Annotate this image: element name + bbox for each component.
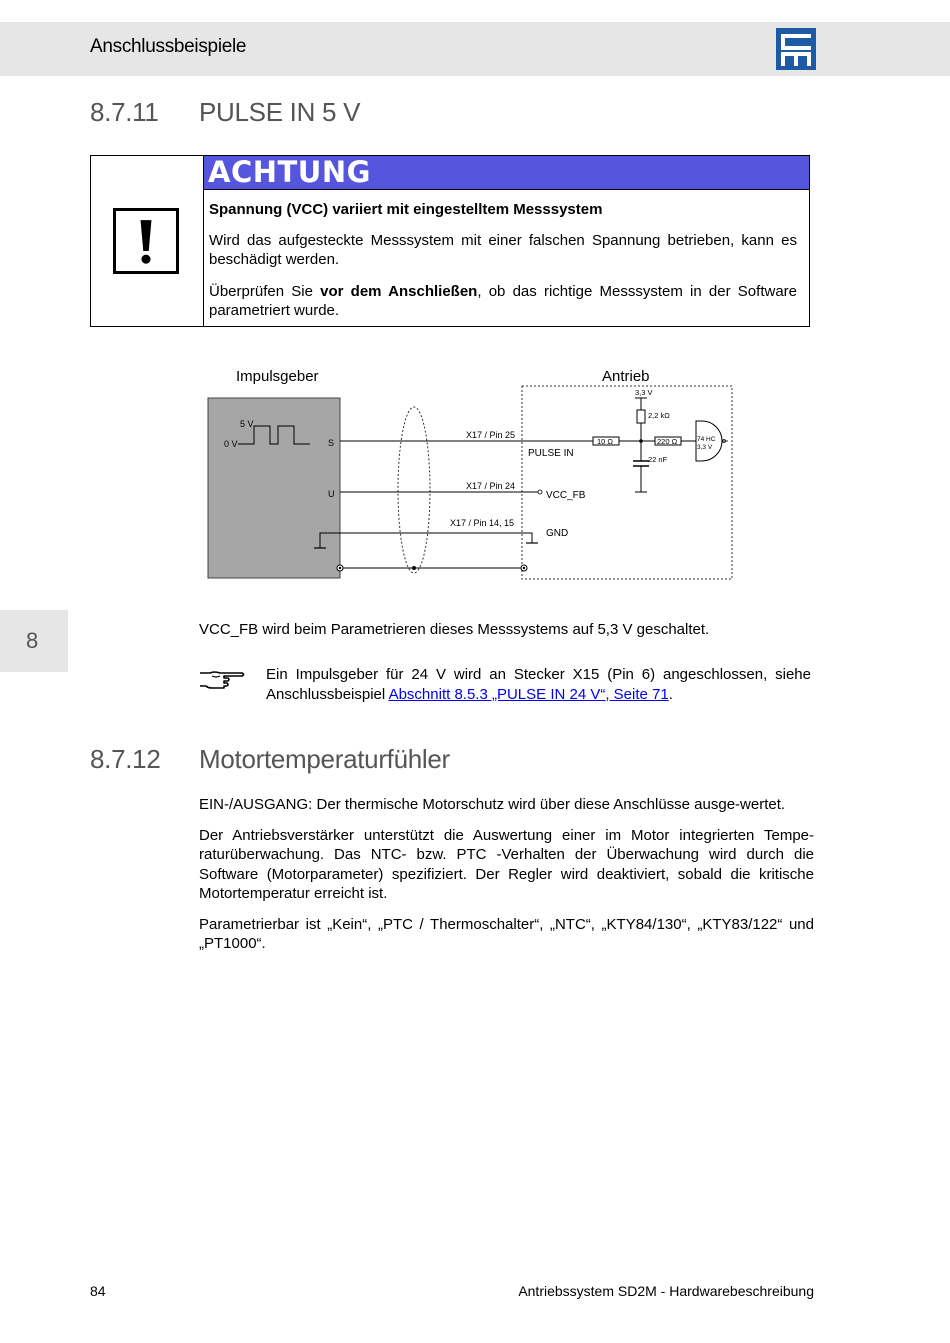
label-vcc-fb: VCC_FB bbox=[546, 490, 586, 501]
link-pulse-in-24v[interactable]: Abschnitt 8.5.3 „PULSE IN 24 V“, Seite 71 bbox=[388, 685, 669, 703]
label-hc-voltage: 3,3 V bbox=[697, 444, 713, 451]
vcc-text bbox=[199, 620, 814, 651]
footer-doc-title: Antriebssystem SD2M - Hardwarebeschreibung bbox=[518, 1283, 814, 1299]
label-r10: 10 Ω bbox=[597, 437, 614, 446]
warning-subtitle: Spannung (VCC) variiert mit eingestelltem Messsystem bbox=[209, 201, 603, 218]
motortemp-paragraph-2: Der Antriebsverstärker unterstützt die Auswertung einer im Motor integrierten Tempe-raturüberwachung. Das NTC- bzw. PTC -Verhalten der Überwachung wird durch die Software (Motorparameter) spezifiziert. Der Regler wird deaktiviert, sobald die kritische Motortemperatur erreicht ist. bbox=[199, 826, 814, 902]
motortemp-paragraph-3: Parametrierbar ist „Kein“, „PTC / Thermoschalter“, „NTC“, „KTY84/130“, „KTY83/122“ und „PT1000“. bbox=[199, 915, 814, 952]
note-text: Ein Impulsgeber für 24 V wird an Stecker X15 (Pin 6) angeschlossen, siehe Anschlussbeispiel Abschnitt 8.5.3 „PULSE IN 24 V“, Seite 71. bbox=[266, 666, 811, 703]
chapter-tab bbox=[0, 610, 68, 672]
label-encoder: Impulsgeber bbox=[236, 368, 319, 385]
pin-u: U bbox=[328, 489, 335, 499]
section-title: PULSE IN 5 V bbox=[199, 97, 361, 127]
label-c22: 22 nF bbox=[648, 455, 668, 464]
warning-text-2: Überprüfen Sie vor dem Anschließen, ob das richtige Messsystem in der Software parametriert wurde. bbox=[209, 282, 797, 319]
warning-heading-bar bbox=[204, 156, 809, 190]
label-r220: 220 Ω bbox=[657, 437, 678, 446]
label-5v: 5 V bbox=[240, 419, 254, 429]
section-number: 8.7.11 bbox=[90, 97, 159, 127]
motortemp-body bbox=[199, 795, 814, 965]
wiring-diagram bbox=[198, 350, 758, 590]
vcc-paragraph: VCC_FB wird beim Parametrieren dieses Messsystems auf 5,3 V geschaltet. bbox=[199, 621, 710, 638]
label-gnd: GND bbox=[546, 528, 569, 539]
pointing-hand-icon bbox=[198, 667, 246, 691]
footer-page-number: 84 bbox=[90, 1283, 106, 1299]
warning-heading: ACHTUNG bbox=[208, 155, 371, 189]
warning-icon-cell bbox=[91, 156, 204, 326]
company-logo bbox=[776, 28, 816, 70]
label-3v3: 3,3 V bbox=[635, 388, 653, 397]
chapter-number: 8 bbox=[26, 628, 39, 653]
section-heading-pulse-in bbox=[90, 97, 490, 131]
section-heading-motortemp bbox=[90, 744, 590, 778]
section-title: Motortemperaturfühler bbox=[199, 744, 450, 774]
warning-box bbox=[90, 155, 810, 327]
label-x17-pin1415: X17 / Pin 14, 15 bbox=[450, 518, 515, 528]
exclamation-icon bbox=[113, 208, 179, 274]
warning-body bbox=[209, 200, 797, 333]
label-r22k: 2,2 kΩ bbox=[648, 411, 670, 420]
label-74hc: 74 HC bbox=[697, 436, 716, 443]
drive-block bbox=[522, 386, 732, 579]
encoder-block bbox=[208, 398, 340, 578]
header-title: Anschlussbeispiele bbox=[90, 36, 247, 57]
motortemp-paragraph-1: EIN-/AUSGANG: Der thermische Motorschutz wird über diese Anschlüsse ausge-wertet. bbox=[199, 796, 786, 813]
label-drive: Antrieb bbox=[602, 368, 650, 385]
warning-text-1: Wird das aufgesteckte Messsystem mit einer falschen Spannung betrieben, kann es beschädigt werden. bbox=[209, 231, 797, 268]
label-pulse-in: PULSE IN bbox=[528, 448, 574, 459]
section-number: 8.7.12 bbox=[90, 744, 161, 774]
label-x17-pin25: X17 / Pin 25 bbox=[466, 430, 516, 440]
cable-shield bbox=[398, 407, 430, 573]
pin-s: S bbox=[328, 438, 335, 448]
label-0v: 0 V bbox=[224, 439, 238, 449]
label-x17-pin24: X17 / Pin 24 bbox=[466, 481, 516, 491]
